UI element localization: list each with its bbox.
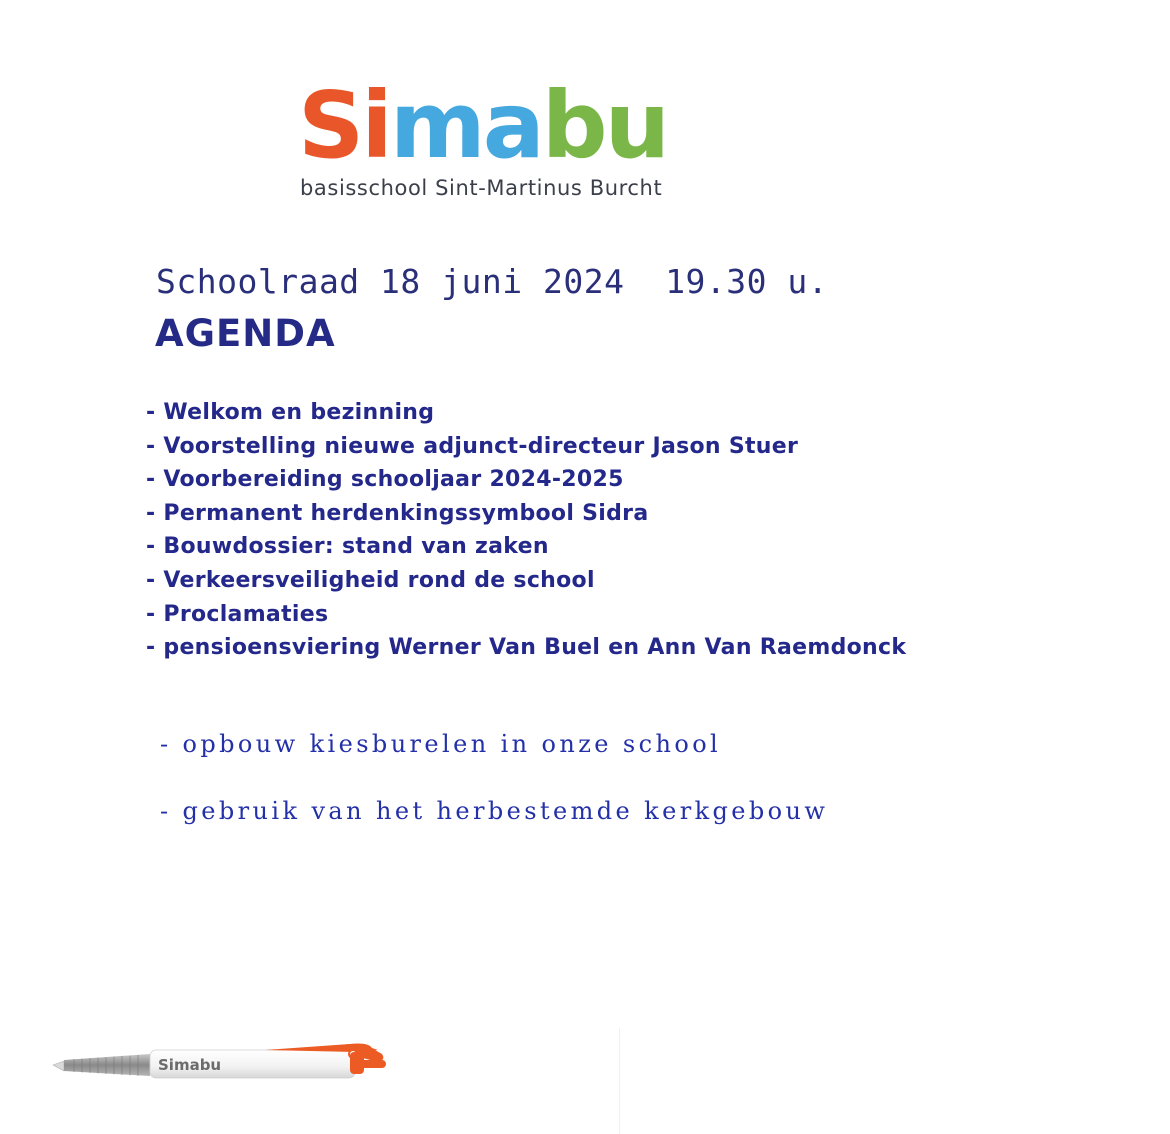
agenda-item: - Voorstelling nieuwe adjunct-directeur Jason Stuer — [146, 433, 799, 459]
agenda-list — [146, 396, 906, 665]
agenda-heading: AGENDA — [155, 312, 336, 355]
agenda-item: - Proclamaties — [146, 601, 329, 627]
logo-letter: a — [482, 72, 542, 179]
logo-letter: u — [604, 72, 668, 179]
branded-pen-image — [50, 1038, 395, 1088]
divider — [619, 1028, 620, 1134]
agenda-item: - Permanent herdenkingssymbool Sidra — [146, 500, 649, 526]
agenda-item: - Voorbereiding schooljaar 2024-2025 — [146, 467, 624, 493]
agenda-item: - pensioensviering Werner Van Buel en Ann Van Raemdonck — [146, 635, 907, 661]
logo-letter: S — [298, 72, 362, 179]
agenda-item: - Bouwdossier: stand van zaken — [146, 534, 549, 560]
extra-agenda-list — [160, 724, 828, 858]
logo-letter: b — [541, 72, 605, 179]
logo-letter: i — [361, 72, 390, 179]
logo-wordmark — [298, 72, 668, 179]
agenda-item: - Welkom en bezinning — [146, 400, 435, 425]
logo-subtitle: basisschool Sint-Martinus Burcht — [300, 176, 663, 200]
extra-agenda-item: - gebruik van het herbestemde kerkgebouw — [160, 797, 829, 825]
agenda-item: - Verkeersveiligheid rond de school — [146, 567, 595, 593]
extra-agenda-item: - opbouw kiesburelen in onze school — [160, 730, 722, 758]
logo-letter: m — [389, 72, 483, 179]
school-logo — [298, 72, 698, 210]
meeting-title: Schoolraad 18 juni 2024 19.30 u. — [156, 262, 829, 301]
pen-brand-text: Simabu — [158, 1056, 222, 1074]
